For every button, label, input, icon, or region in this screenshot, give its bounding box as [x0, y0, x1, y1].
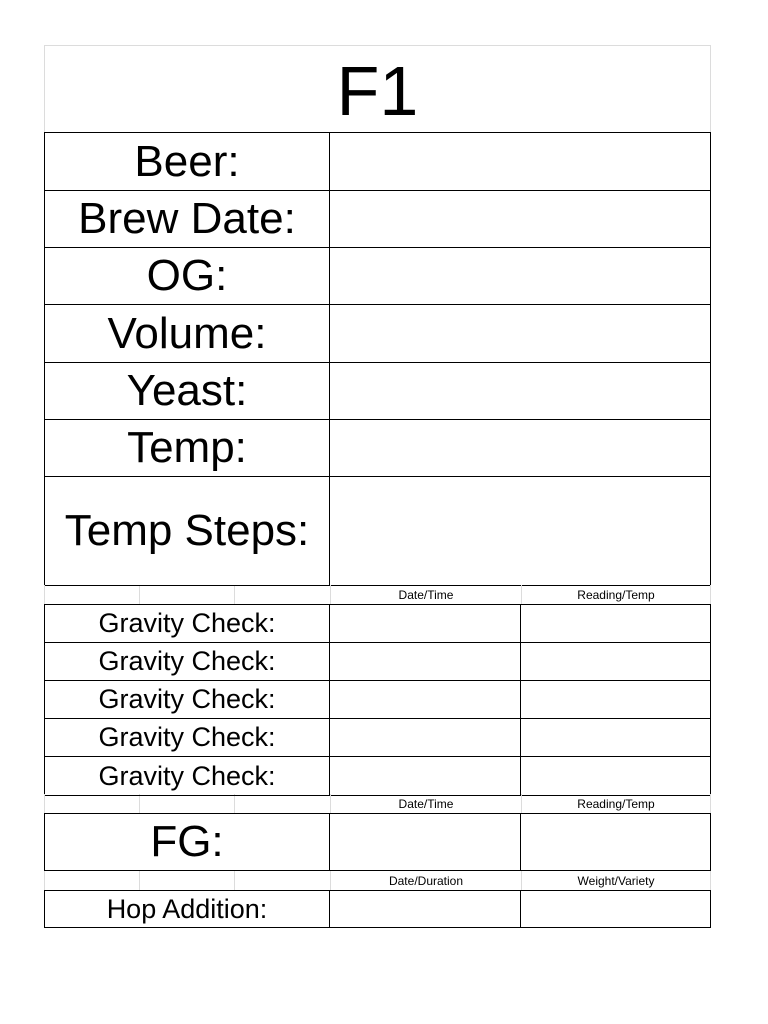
column-header: Date/Time — [330, 794, 521, 813]
field-label: Temp Steps: — [45, 477, 330, 585]
field-label: Volume: — [45, 305, 330, 362]
weight-variety-cell[interactable] — [521, 891, 710, 927]
yeast-value-cell[interactable] — [330, 363, 710, 419]
field-row-yeast — [45, 363, 710, 420]
hop-header-row — [44, 871, 711, 890]
reading-temp-cell[interactable] — [521, 814, 710, 870]
field-label: OG: — [45, 248, 330, 304]
row-label: Gravity Check: — [45, 681, 330, 718]
column-header: Date/Time — [330, 585, 521, 604]
date-time-cell[interactable] — [330, 643, 521, 680]
reading-temp-cell[interactable] — [521, 757, 710, 795]
row-label: FG: — [45, 814, 330, 870]
row-label: Gravity Check: — [45, 605, 330, 642]
hop-addition-table — [44, 890, 711, 928]
row-label: Gravity Check: — [45, 757, 330, 795]
field-row-og — [45, 248, 710, 305]
gravity-check-row — [45, 605, 710, 643]
reading-temp-cell[interactable] — [521, 681, 710, 718]
row-label: Hop Addition: — [45, 891, 330, 927]
page-title: F1 — [336, 51, 419, 130]
field-row-brew-date — [45, 191, 710, 248]
field-row-beer — [45, 133, 710, 191]
field-label: Beer: — [45, 133, 330, 190]
column-header: Date/Duration — [330, 871, 521, 890]
row-label: Gravity Check: — [45, 643, 330, 680]
field-row-temp-steps — [45, 477, 710, 585]
temp-value-cell[interactable] — [330, 420, 710, 476]
date-time-cell[interactable] — [330, 814, 521, 870]
date-time-cell[interactable] — [330, 605, 521, 642]
date-time-cell[interactable] — [330, 757, 521, 795]
beer-value-cell[interactable] — [330, 133, 710, 190]
date-time-cell[interactable] — [330, 719, 521, 756]
og-value-cell[interactable] — [330, 248, 710, 304]
field-label: Brew Date: — [45, 191, 330, 247]
title-row — [44, 45, 711, 133]
fg-table — [44, 813, 711, 871]
gravity-check-row — [45, 757, 710, 795]
row-label: Gravity Check: — [45, 719, 330, 756]
field-label: Temp: — [45, 420, 330, 476]
reading-temp-cell[interactable] — [521, 605, 710, 642]
date-time-cell[interactable] — [330, 681, 521, 718]
gravity-check-row — [45, 719, 710, 757]
gravity-check-row — [45, 643, 710, 681]
column-header: Weight/Variety — [521, 871, 710, 890]
gravity-check-row — [45, 681, 710, 719]
volume-value-cell[interactable] — [330, 305, 710, 362]
column-header: Reading/Temp — [521, 794, 710, 813]
reading-temp-cell[interactable] — [521, 719, 710, 756]
column-header: Reading/Temp — [521, 585, 710, 604]
field-label: Yeast: — [45, 363, 330, 419]
field-row-volume — [45, 305, 710, 363]
hop-addition-row — [45, 891, 710, 927]
gravity-check-table — [44, 604, 711, 796]
field-row-temp — [45, 420, 710, 477]
temp-steps-value-cell[interactable] — [330, 477, 710, 585]
date-duration-cell[interactable] — [330, 891, 521, 927]
gravity-header-row — [44, 585, 711, 604]
fg-header-row — [44, 794, 711, 813]
main-fields — [44, 132, 711, 586]
brew-date-value-cell[interactable] — [330, 191, 710, 247]
reading-temp-cell[interactable] — [521, 643, 710, 680]
fg-row — [45, 814, 710, 870]
